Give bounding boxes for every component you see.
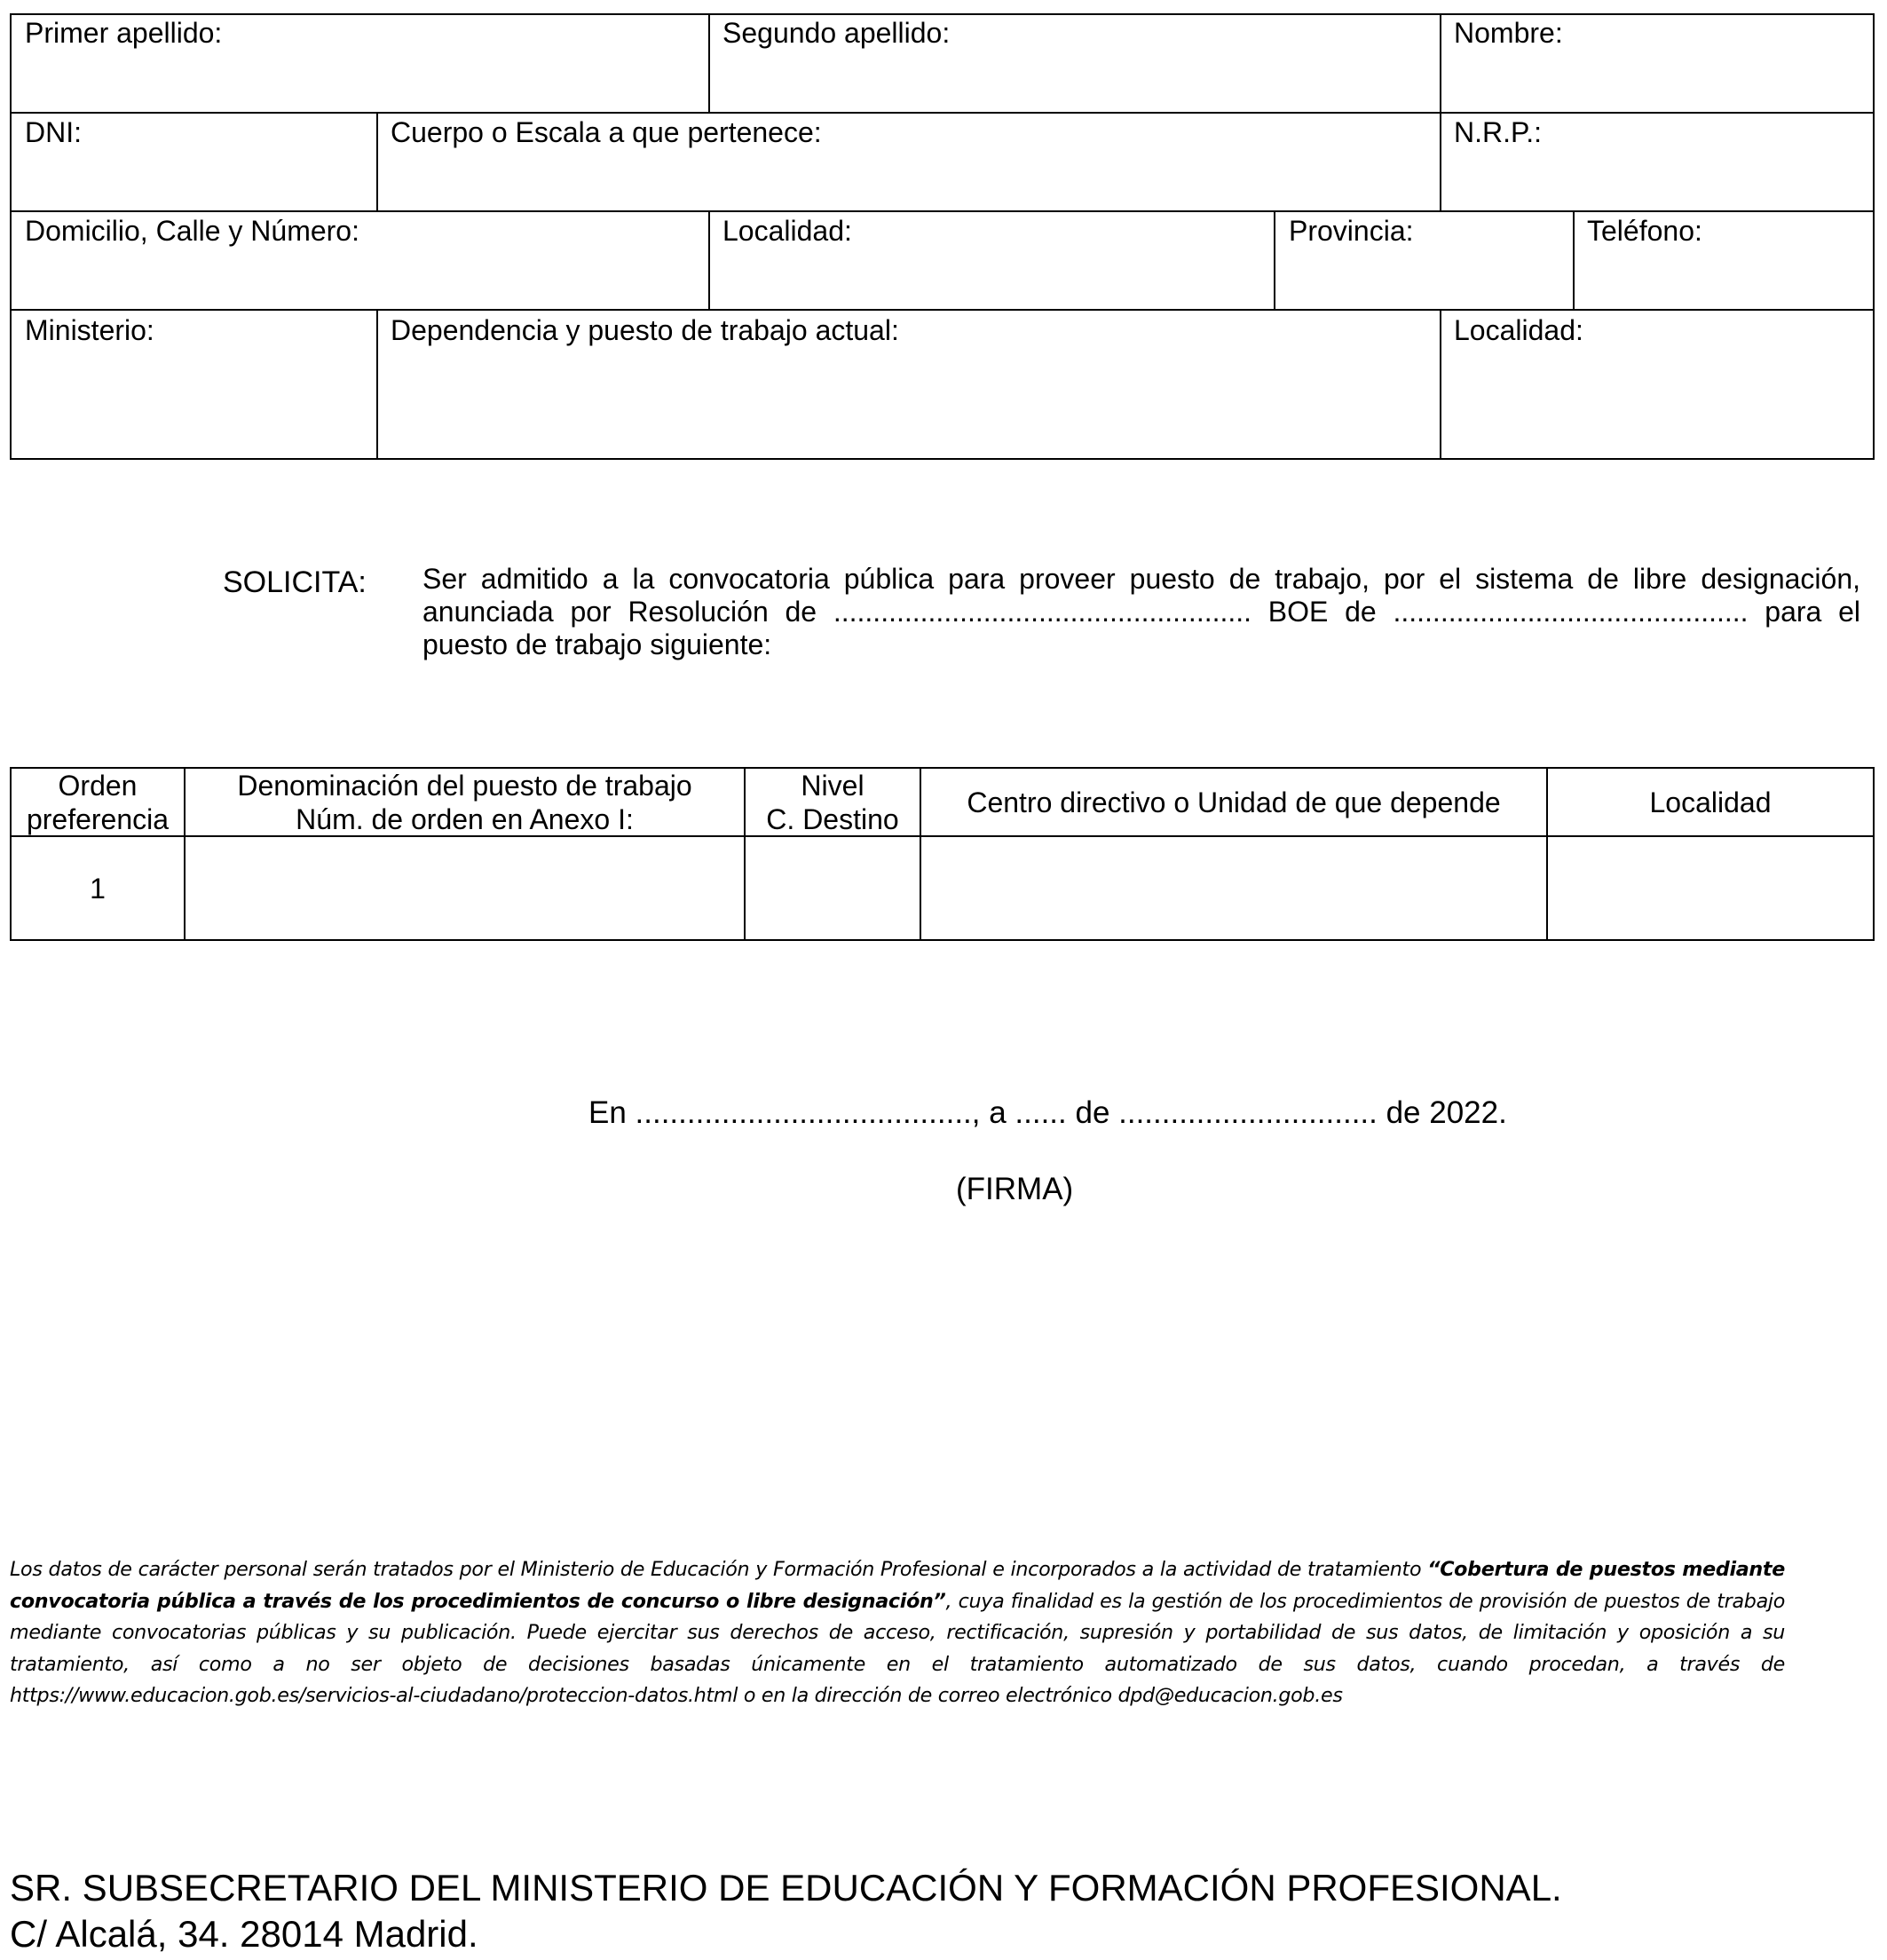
header-centro <box>921 769 1546 835</box>
table-border-left <box>10 13 12 460</box>
privacy-notice <box>10 1554 1785 1712</box>
header-denominacion-line2: Núm. de orden en Anexo I: <box>296 802 634 835</box>
cuerpo-escala-label: Cuerpo o Escala a que pertenece: <box>391 116 822 148</box>
row-denominacion-cell[interactable] <box>186 837 744 939</box>
header-orden <box>12 769 184 835</box>
header-orden-line1: Orden <box>58 769 138 802</box>
column-separator <box>376 309 378 460</box>
segundo-apellido-label: Segundo apellido: <box>722 17 951 49</box>
header-centro-text: Centro directivo o Unidad de que depende <box>967 786 1501 818</box>
column-separator <box>1440 112 1441 212</box>
place-date-line: En ......................................., a ...... de .............................. de 2022. <box>588 1095 1507 1130</box>
solicita-text: Ser admitido a la convocatoria pública para proveer puesto de trabajo, por el sistema de libre designación, anunciada por Resolución de ..................................................... BOE de ............................................. para el puesto de trabajo siguiente: <box>422 563 1860 660</box>
localidad-label: Localidad: <box>722 215 852 247</box>
column-separator <box>1573 210 1575 311</box>
column-separator <box>1440 13 1441 114</box>
column-separator <box>708 210 710 311</box>
row-separator <box>10 112 1875 114</box>
signature-label: (FIRMA) <box>956 1172 1074 1206</box>
column-separator <box>1440 309 1441 460</box>
column-separator <box>708 13 710 114</box>
row-separator <box>10 210 1875 212</box>
table-border-right <box>1873 767 1875 941</box>
localidad-trabajo-label: Localidad: <box>1454 314 1583 346</box>
header-nivel <box>746 769 920 835</box>
solicita-label: SOLICITA: <box>223 565 367 599</box>
privacy-text-part1: Los datos de carácter personal serán tratados por el Ministerio de Educación y Formación Profesional e incorporados a la actividad de tratamiento <box>10 1558 1428 1581</box>
dependencia-label: Dependencia y puesto de trabajo actual: <box>391 314 899 346</box>
telefono-label: Teléfono: <box>1587 215 1702 247</box>
primer-apellido-label: Primer apellido: <box>25 17 223 49</box>
row-localidad-cell[interactable] <box>1548 837 1873 939</box>
nombre-label: Nombre: <box>1454 17 1563 49</box>
row-orden-value: 1 <box>90 872 106 905</box>
domicilio-label: Domicilio, Calle y Número: <box>25 215 359 247</box>
header-localidad <box>1548 769 1873 835</box>
privacy-treatment-name: “Cobertura de puestos mediante convocatoria pública a través de los procedimientos de concurso o libre designación” <box>10 1558 1785 1613</box>
header-nivel-line2: C. Destino <box>766 802 899 835</box>
privacy-text-part2: , cuya finalidad es la gestión de los procedimientos de provisión de puestos de trabajo mediante convocatorias públicas y su publicación. Puede ejercitar sus derechos de acceso, rectificación, supresión y portabilidad de sus datos, de limitación y oposición a su tratamiento, así como a no ser objeto de decisiones basadas únicamente en el tratamiento automatizado de sus datos, cuando procedan, a través de https://www.educacion.gob.es/servicios-al-ciudadano/proteccion-datos.html o en la dirección de correo electrónico dpd@educacion.gob.es <box>10 1589 1785 1707</box>
provincia-label: Provincia: <box>1289 215 1414 247</box>
header-orden-line2: preferencia <box>26 802 170 835</box>
row-nivel-cell[interactable] <box>746 837 920 939</box>
table-border-top <box>10 13 1875 15</box>
header-nivel-line1: Nivel <box>801 769 865 802</box>
dni-label: DNI: <box>25 116 82 148</box>
row-orden-cell <box>12 837 184 939</box>
addressee-block <box>10 1865 1562 1957</box>
addressee-line1: SR. SUBSECRETARIO DEL MINISTERIO DE EDUCACIÓN Y FORMACIÓN PROFESIONAL. <box>10 1867 1562 1909</box>
nrp-label: N.R.P.: <box>1454 116 1542 148</box>
table-border-bottom <box>10 939 1875 941</box>
table-border-bottom <box>10 458 1875 460</box>
row-separator <box>10 309 1875 311</box>
header-denominacion-line1: Denominación del puesto de trabajo <box>237 769 692 802</box>
addressee-line2: C/ Alcalá, 34. 28014 Madrid. <box>10 1913 478 1955</box>
table-border-right <box>1873 13 1875 460</box>
ministerio-label: Ministerio: <box>25 314 154 346</box>
column-separator <box>376 112 378 212</box>
row-centro-cell[interactable] <box>921 837 1546 939</box>
column-separator <box>1274 210 1275 311</box>
header-denominacion <box>186 769 744 835</box>
header-localidad-text: Localidad <box>1649 786 1772 818</box>
